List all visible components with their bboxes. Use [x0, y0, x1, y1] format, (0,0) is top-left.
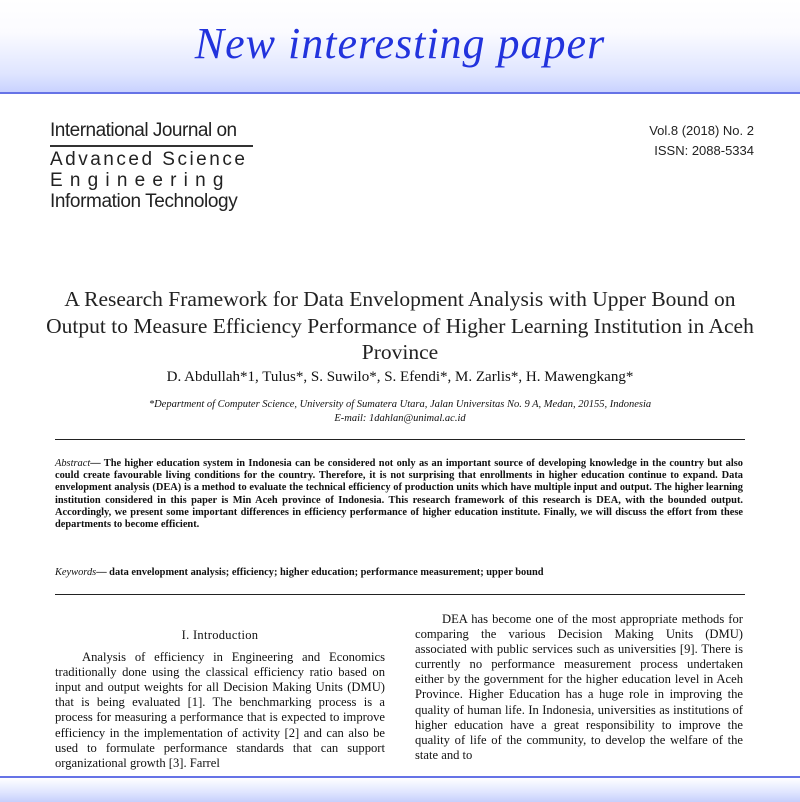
journal-name-line3: Engineering	[50, 170, 231, 191]
banner-divider	[0, 92, 800, 94]
left-paragraph: Analysis of efficiency in Engineering and Economics traditionally done using the classical efficiency ratio based on input and output weights for all Decision Making Units (DMU) that is being evaluated [1]. The benchmarking process is a process for measuring a performance that is expected to improve efficiency in the implementation of activity [2] and can also be used to formulate performance standards that can support organizational growth [3]. Farrel	[55, 650, 385, 770]
volume-number: Vol.8 (2018) No. 2	[649, 123, 754, 138]
footer-banner	[0, 776, 800, 802]
right-paragraph: DEA has become one of the most appropriate methods for comparing the various Decision Making Units (DMU) associated with public services such as universities [9]. There is currently no performance measurement process undertaken either by the government for the higher education level in Aceh Province. Higher Education has a huge role in improving the quality of human life. In Indonesia, universities as institutions of higher education have a great responsibility to improve the quality of life of the community, to develop the welfare of the state and to	[415, 612, 743, 762]
abstract-text: — The higher education system in Indonesia can be considered not only as an important source of developing knowledge in the country but also could create favourable living conditions for the country. Therefore, it is not surprising that enrollments in higher education continue to expand. Data envelopment analysis (DEA) is a method to evaluate the technical efficiency of production units which have multiple input and output. The higher learning institution considered in this paper is Min Aceh province of Indonesia. This research framework of this research is DEA, with the bounded output. Accordingly, we present some important differences in efficiency performance of higher education institute. Finally, we will discuss the effort from these departments to become efficient.	[55, 458, 743, 531]
divider-top	[55, 439, 745, 440]
keywords-block	[55, 567, 743, 578]
paper-title: A Research Framework for Data Envelopment Analysis with Upper Bound on Output to Measure Efficiency Performance of Higher Learning Institution in Aceh Province	[46, 287, 754, 364]
journal-logo	[50, 120, 253, 213]
keywords-label: Keywords	[55, 567, 97, 578]
issue-info	[649, 121, 754, 161]
divider-bottom	[55, 594, 745, 595]
author-email: E-mail: 1dahlan@unimal.ac.id	[334, 413, 466, 424]
abstract-block	[55, 458, 743, 531]
section-heading: I. Introduction	[181, 628, 259, 642]
author-affiliation	[40, 398, 760, 426]
journal-name-line1: International Journal on	[50, 120, 237, 141]
right-column	[415, 612, 743, 763]
paper-authors: D. Abdullah*1, Tulus*, S. Suwilo*, S. Efendi*, M. Zarlis*, H. Mawengkang*	[166, 369, 634, 385]
journal-name-line4: Information Technology	[50, 191, 238, 212]
left-column	[55, 628, 385, 771]
abstract-label: Abstract	[55, 458, 91, 469]
journal-logo-rule	[50, 145, 253, 147]
journal-name-line2: Advanced Science	[50, 149, 248, 170]
banner-title: New interesting paper	[194, 19, 606, 68]
keywords-text: — data envelopment analysis; efficiency; higher education; performance measurement; upper bound	[96, 567, 544, 578]
issn-number: ISSN: 2088-5334	[654, 143, 754, 158]
header-banner	[0, 0, 800, 92]
affiliation-text: *Department of Computer Science, University of Sumatera Utara, Jalan Universitas No. 9 A, Medan, 20155, Indonesia	[148, 399, 652, 410]
